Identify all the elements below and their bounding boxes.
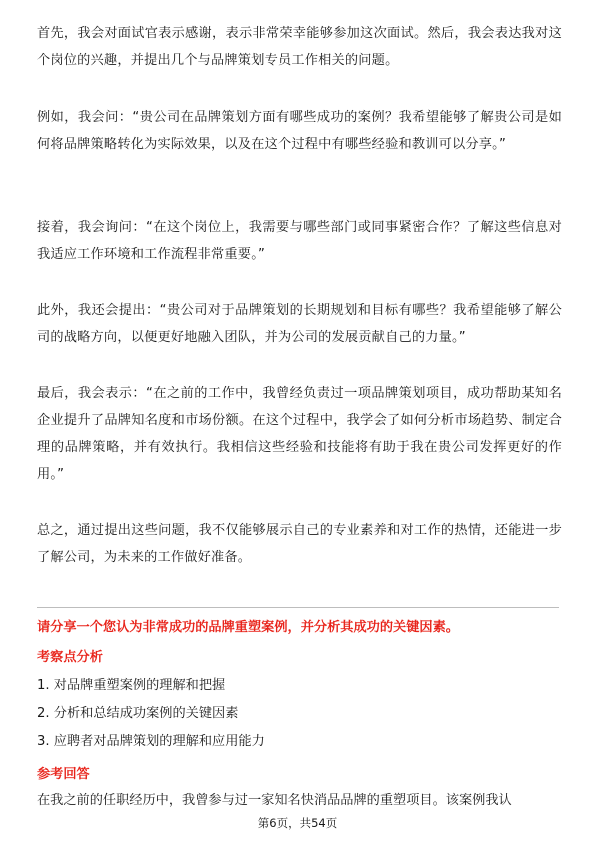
paragraph-conclusion: 总之，通过提出这些问题，我不仅能够展示自己的专业素养和对工作的热情，还能进一步了解公司，为未来的工作做好准备。 — [37, 523, 562, 565]
analysis-item: 2. 分析和总结成功案例的关键因素 — [37, 706, 239, 721]
paragraph-intro: 首先，我会对面试官表示感谢，表示非常荣幸能够参加这次面试。然后，我会表达我对这个岗位的兴趣，并提出几个与品牌策划专员工作相关的问题。 — [37, 26, 562, 68]
paragraph-example-question: 例如，我会问：“贵公司在品牌策划方面有哪些成功的案例？我希望能够了解贵公司是如何将品牌策略转化为实际效果，以及在这个过程中有哪些经验和教训可以分享。” — [37, 110, 562, 152]
section-divider — [37, 607, 559, 608]
paragraph-experience-statement: 最后，我会表示：“在之前的工作中，我曾经负责过一项品牌策划项目，成功帮助某知名企业提升了品牌知名度和市场份额。在这个过程中，我学会了如何分析市场趋势、制定合理的品牌策略，并有效执行。我相信这些经验和技能将有助于我在贵公司发挥更好的作用。” — [37, 386, 562, 482]
analysis-item: 3. 应聘者对品牌策划的理解和应用能力 — [37, 734, 265, 749]
analysis-item: 1. 对品牌重塑案例的理解和把握 — [37, 678, 226, 693]
paragraph-collaboration-question: 接着，我会询问：“在这个岗位上，我需要与哪些部门或同事紧密合作？了解这些信息对我适应工作环境和工作流程非常重要。” — [37, 220, 562, 262]
page-footer: 第6页，共54页 — [257, 816, 338, 830]
interview-question: 请分享一个您认为非常成功的品牌重塑案例，并分析其成功的关键因素。 — [37, 620, 459, 635]
answer-text: 在我之前的任职经历中，我曾参与过一家知名快消品品牌的重塑项目。该案例我认 — [37, 793, 512, 808]
analysis-title: 考察点分析 — [37, 650, 103, 665]
paragraph-strategy-question: 此外，我还会提出：“贵公司对于品牌策划的长期规划和目标有哪些？我希望能够了解公司的战略方向，以便更好地融入团队，并为公司的发展贡献自己的力量。” — [37, 303, 562, 345]
answer-title: 参考回答 — [37, 767, 90, 782]
